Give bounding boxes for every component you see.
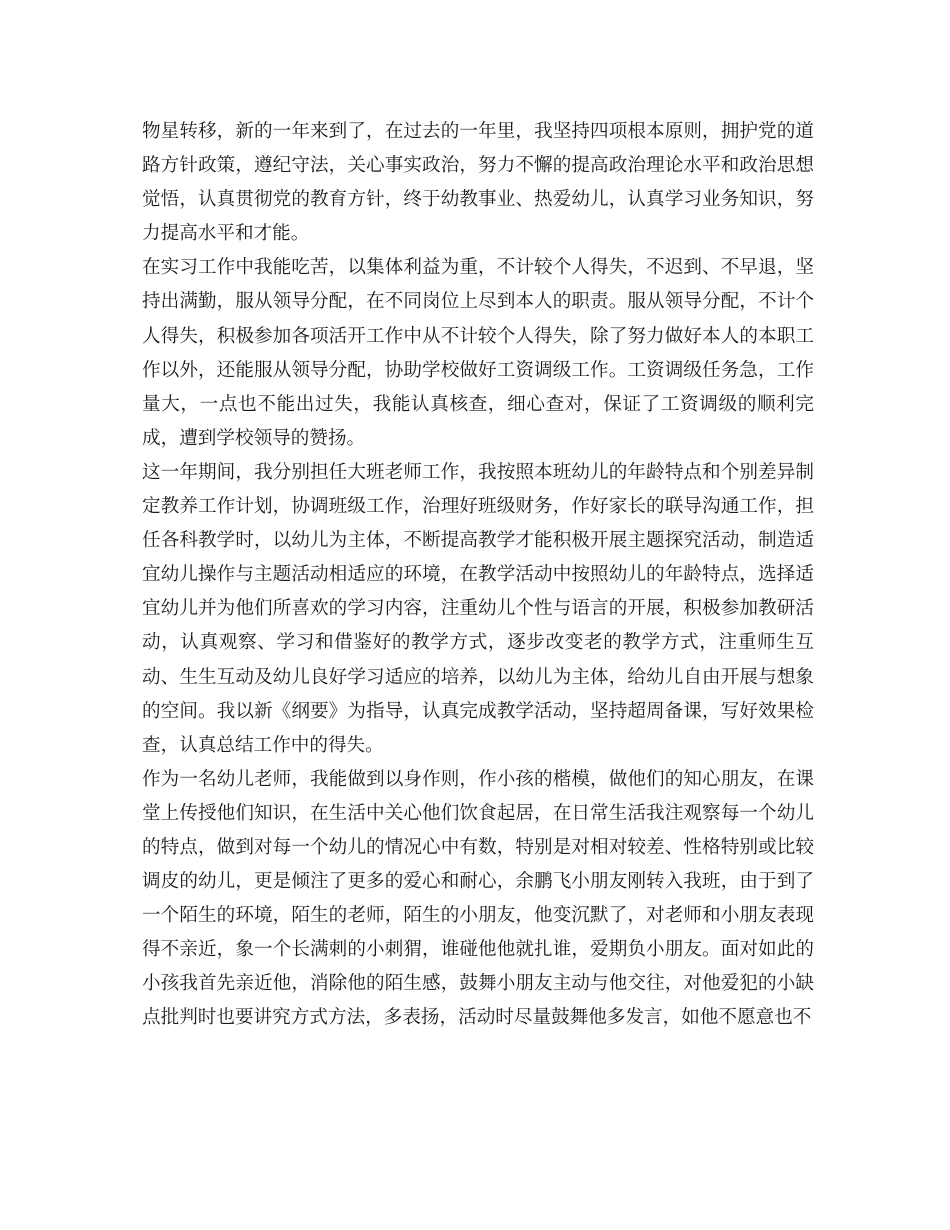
paragraph-3: 这一年期间，我分别担任大班老师工作，我按照本班幼儿的年龄特点和个别差异制定教养工作计划，协调班级工作，治理好班级财务，作好家长的联导沟通工作，担任各科教学时，以幼儿为主体，不断提高教学才能积极开展主题探究活动，制造适宜幼儿操作与主题活动相适应的环境，在教学活动中按照幼儿的年龄特点，选择适宜幼儿并为他们所喜欢的学习内容，注重幼儿个性与语言的开展，积极参加教研活动，认真观察、学习和借鉴好的教学方式，逐步改变老的教学方式，注重师生互动、生生互动及幼儿良好学习适应的培养，以幼儿为主体，给幼儿自由开展与想象的空间。我以新《纲要》为指导，认真完成教学活动，坚持超周备课，写好效果检查，认真总结工作中的得失。 (142, 461, 814, 756)
paragraph-4: 作为一名幼儿老师，我能做到以身作则，作小孩的楷模，做他们的知心朋友，在课堂上传授他们知识，在生活中关心他们饮食起居，在日常生活我注观察每一个幼儿的特点，做到对每一个幼儿的情况心中有数，特别是对相对较差、性格特别或比较调皮的幼儿，更是倾注了更多的爱心和耐心，余鹏飞小朋友刚转入我班，由于到了一个陌生的环境，陌生的老师，陌生的小朋友，他变沉默了，对老师和小朋友表现得不亲近，象一个长满刺的小刺猬，谁碰他他就扎谁，爱期负小朋友。面对如此的小孩我首先亲近他，消除他的陌生感，鼓舞小朋友主动与他交往，对他爱犯的小缺点批判时也要讲究方式方法，多表扬，活动时尽量鼓舞他多发言，如他不愿意也不 (142, 768, 814, 1029)
paragraph-2: 在实习工作中我能吃苦，以集体利益为重，不计较个人得失，不迟到、不早退，坚持出满勤，服从领导分配，在不同岗位上尽到本人的职责。服从领导分配，不计个人得失，积极参加各项活开工作中从不计较个人得失，除了努力做好本人的本职工作以外，还能服从领导分配，协助学校做好工资调级工作。工资调级任务急，工作量大，一点也不能出过失，我能认真核查，细心查对，保证了工资调级的顺利完成，遭到学校领导的赞扬。 (142, 257, 814, 449)
document-body (142, 115, 814, 1036)
paragraph-1: 物星转移，新的一年来到了，在过去的一年里，我坚持四项根本原则，拥护党的道路方针政策，遵纪守法，关心事实政治，努力不懈的提高政治理论水平和政治思想觉悟，认真贯彻党的教育方针，终于幼教事业、热爱幼儿，认真学习业务知识，努力提高水平和才能。 (142, 121, 814, 245)
